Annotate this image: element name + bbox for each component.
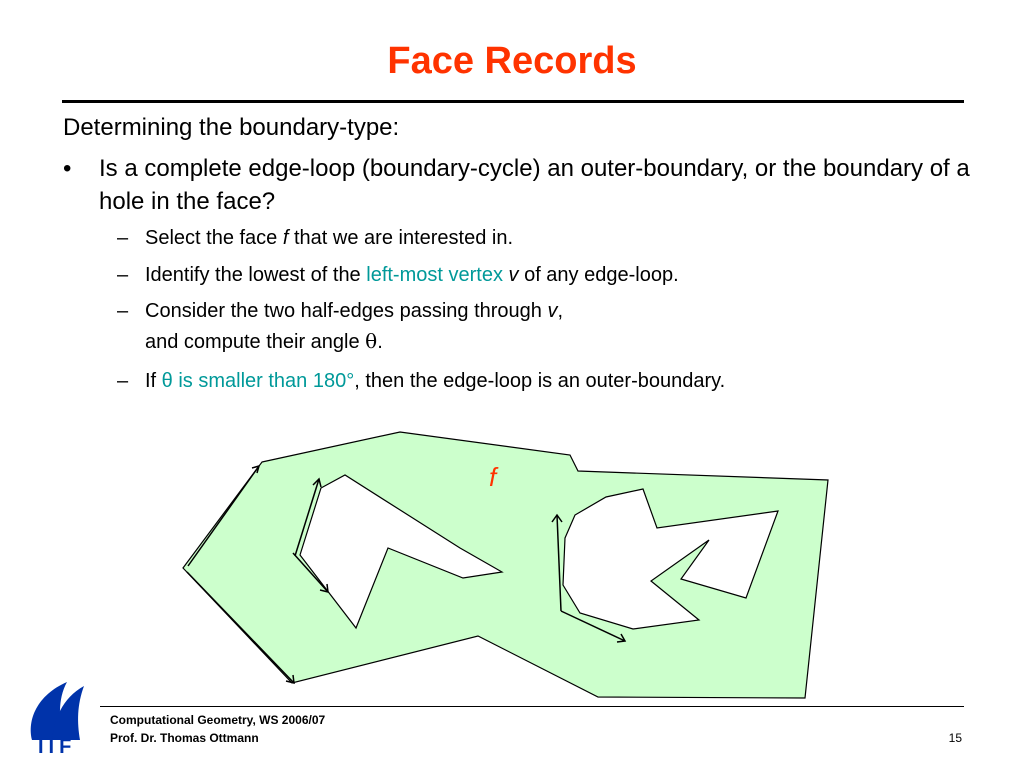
theta-symbol: θ xyxy=(365,329,378,353)
vertex-variable: v xyxy=(508,264,519,286)
subitem-text: Identify the lowest of the left-most vertex v of any edge-loop. xyxy=(145,264,679,286)
left-most-vertex-highlight: left-most vertex xyxy=(366,264,503,286)
subitem-text: Consider the two half-edges passing through v, and compute their angle θ. xyxy=(145,300,564,353)
face-variable: f xyxy=(282,227,289,249)
subitem-text: Select the face f that we are interested in. xyxy=(145,227,514,249)
logo-text: IIF xyxy=(38,736,77,758)
footer-author: Prof. Dr. Thomas Ottmann xyxy=(110,731,259,745)
intro-text: Determining the boundary-type: xyxy=(63,114,400,141)
subitem-dash: – xyxy=(117,300,129,322)
bullet-text: Is a complete edge-loop (boundary-cycle) an outer-boundary, or the boundary of a hole in the face? xyxy=(99,155,970,215)
subitem-dash: – xyxy=(117,227,129,249)
subitem-text: If θ is smaller than 180°, then the edge-loop is an outer-boundary. xyxy=(145,370,726,392)
page-number: 15 xyxy=(948,731,962,745)
subitem-dash: – xyxy=(117,370,129,392)
iif-logo-icon xyxy=(22,680,92,740)
angle-condition-highlight: θ is smaller than 180° xyxy=(161,370,355,392)
bullet-symbol: • xyxy=(63,155,72,182)
footer-divider xyxy=(100,706,964,707)
vertex-variable: v xyxy=(547,300,558,322)
slide-title: Face Records xyxy=(387,40,637,82)
subitem-dash: – xyxy=(117,264,129,286)
face-label: f xyxy=(489,462,497,492)
footer-course: Computational Geometry, WS 2006/07 xyxy=(110,713,326,727)
